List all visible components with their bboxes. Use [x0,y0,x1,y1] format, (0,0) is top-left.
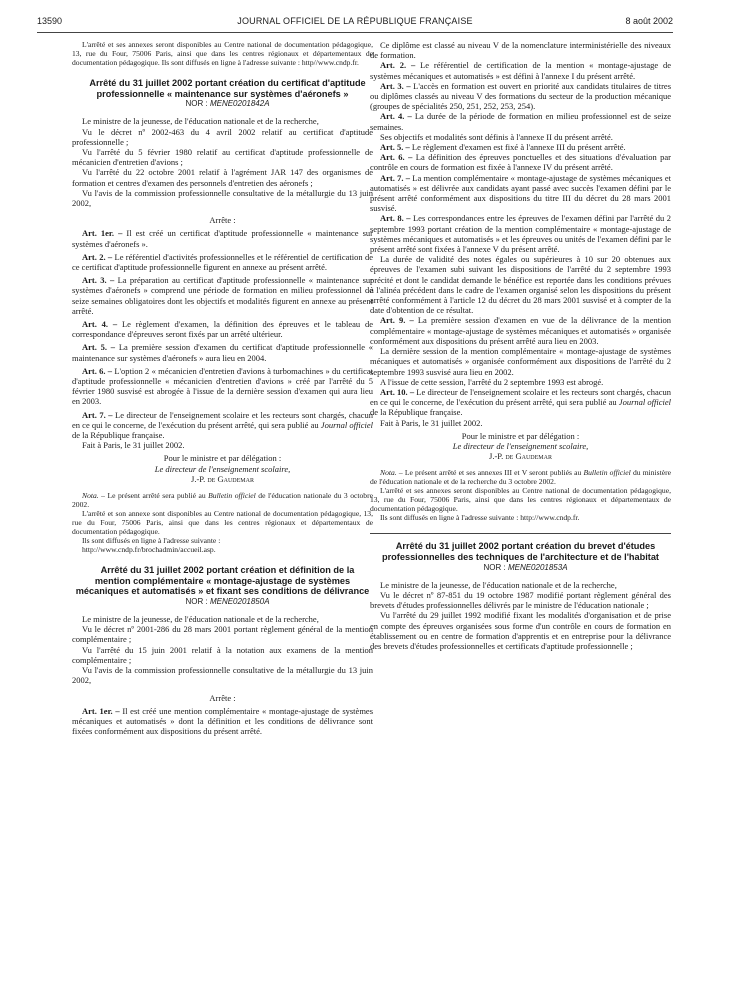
article: Art. 3. – La préparation au certificat d'aptitude professionnelle « maintenance sur systèmes d'aéronefs » comprend une période de formation en milieu professionnel de seize semaines obligatoires dont les objectifs et modalités figurent en annexe au présent arrêté. [72,275,373,316]
nor-reference: NOR : MENE0201842A [185,99,270,109]
preamble-line: Le ministre de la jeunesse, de l'éducation nationale et de la recherche, [82,116,319,127]
issue-date: 8 août 2002 [625,16,673,26]
journal-title: JOURNAL OFFICIEL DE LA RÉPUBLIQUE FRANÇAISE [237,16,473,26]
decree-bep-architecture [370,541,671,651]
article-paragraph: A l'issue de cette session, l'arrêté du 2 septembre 1993 est abrogé. [380,376,604,387]
decree-title: Arrêté du 31 juillet 2002 portant création du certificat d'aptitude professionnelle « maintenance sur systèmes d'aéronefs » [89,78,366,99]
signature-title: Le directeur de l'enseignement scolaire, [154,463,291,474]
nota: Nota. – Le présent arrêté sera publié au Bulletin officiel de l'éducation nationale du 3 octobre 2002. L'arrêté et son annexe sont disponibles au Centre national de documentation pédagogique, 13, rue du Four, 75006 Paris, ainsi que dans les centres régionaux et départementaux de documentation pédagogique. Ils sont diffusés en ligne à l'adresse suivante : http://www.cndp.fr/brochadmin/accueil.asp. [72,491,373,555]
preamble-line: Vu le décret nº 87-851 du 19 octobre 1987 modifié portant règlement général des brevets d'études professionnelles délivrés par le ministre de l'éducation nationale ; [370,589,671,611]
article: Art. 3. – L'accès en formation est ouvert en priorité aux candidats titulaires de titres ou diplômes classés au niveau V des formations du secteur de la production mécanique (groupes de spécialités 250, 251, 252, 253, 254). [370,80,672,112]
intro-paragraph: Ce diplôme est classé au niveau V de la nomenclature interministérielle des niveaux de formation. [370,40,671,61]
url-text: http://www.cndp.fr/brochadmin/accueil.asp. [82,545,216,555]
decree-title: Arrêté du 31 juillet 2002 portant création et définition de la mention complémentaire « montage-ajustage de systèmes mécaniques et automatisés » et fixant ses conditions de délivrance [75,565,370,597]
preamble-line: Vu l'arrêté du 22 octobre 2001 relatif à l'agrément JAR 147 des organismes de formation et centres d'examen des personnels d'entretien des aéronefs ; [72,167,373,188]
article-paragraph: La durée de validité des notes égales ou supérieures à 10 sur 20 obtenues aux épreuves de l'examen subi suivant les dispositions de l'arrêté du 2 septembre 1993 précité et dont le candidat demande le bénéfice est reportée dans les conditions prévues à l'alinéa précédent dans le cadre de l'examen organisé selon les dispositions du présent arrêté conformément à l'article 12 du décret du 28 mars 2001 susvisé et à compter de la date d'obtention de ce résultat. [370,254,671,316]
article: Art. 9. – La première session d'examen en vue de la délivrance de la mention complémentaire « montage-ajustage de systèmes mécaniques et automatisés » organisée conformément aux dispositions du présent arrêté aura lieu en 2003. [370,315,671,346]
article: Art. 5. – La première session d'examen du certificat d'aptitude professionnelle « maintenance sur systèmes d'aéronefs » aura lieu en 2004. [72,342,373,363]
preamble-line: Le ministre de la jeunesse, de l'éducation nationale et de la recherche, [380,579,617,590]
preamble-line: Le ministre de la jeunesse, de l'éducation nationale et de la recherche, [82,614,319,625]
article: Art. 5. – Le règlement d'examen est fixé à l'annexe III du présent arrêté. [380,142,626,153]
right-column [370,40,671,651]
signature-line: Pour le ministre et par délégation : [461,430,580,441]
preamble-line: Vu le décret nº 2002-463 du 4 avril 2002 relatif au certificat d'aptitude professionnelle ; [72,126,373,147]
arrete-heading: Arrête : [209,215,236,226]
article: Art. 2. – Le référentiel de certification de la mention « montage-ajustage de systèmes mécaniques et automatisés » est défini à l'annexe I du présent arrêté. [370,60,672,81]
intro-note: L'arrêté et ses annexes seront disponibles au Centre national de documentation pédagogique, 13, rue du Four, 75006 Paris, ainsi que dans les centres régionaux et départementaux de documentation pédagogique. Ils sont diffusés en ligne à l'adresse suivante : http//www.cndp.fr. [72,40,373,67]
article: Art. 4. – La durée de la période de formation en milieu professionnel est de seize semaines. [370,111,672,132]
page-number: 13590 [37,16,63,26]
signature-name: J.-P. de Gaudemar [489,451,552,462]
preamble-line: Vu l'arrêté du 15 juin 2001 relatif à la notation aux examens de la mention complémentaire ; [72,644,373,665]
article-paragraph: Ses objectifs et modalités sont définis à l'annexe II du présent arrêté. [380,131,613,142]
article: Art. 8. – Les correspondances entre les épreuves de l'examen défini par l'arrêté du 2 septembre 1993 portant création de la mention complémentaire « montage-ajustage de systèmes mécaniques et automatisés » et les épreuves ou unités de l'examen défini par le présent arrêté sont fixées à l'annexe V du présent arrêté. [370,213,671,255]
signature-line: Pour le ministre et par délégation : [163,453,282,464]
preamble-line: Vu l'arrêté du 5 février 1980 relatif au certificat d'aptitude professionnelle de mécanicien d'entretien d'avions ; [72,147,373,168]
preamble-line: Vu le décret nº 2001-286 du 28 mars 2001 portant règlement général de la mention complémentaire ; [72,624,373,645]
preamble-line: Vu l'avis de la commission professionnelle consultative de la métallurgie du 13 juin 2002, [72,665,373,686]
decree-mc-montage [72,565,373,736]
article: Art. 6. – L'option 2 « mécanicien d'entretien d'avions à turbomachines » du certificat d'aptitude professionnelle « mécanicien d'entretien d'avions » créé par l'arrêté du 5 février 1980 susvisé est abrogée à l'issue de la dernière session d'examen qui aura lieu en 2003. [72,365,373,407]
article: Art. 10. – Le directeur de l'enseignement scolaire et les recteurs sont chargés, chacun en ce qui le concerne, de l'exécution du présent arrêté, qui sera publié au Journal officiel de la République française. [370,386,671,418]
left-column [72,40,373,736]
nota: Nota. – Le présent arrêté et ses annexes III et V seront publiés au Bulletin officiel du ministère de l'éducation nationale et de la recherche du 3 octobre 2002. L'arrêté et ses annexes seront disponibles au Centre national de documentation pédagogique, 13, rue du Four, 75006 Paris, ainsi que dans les centres régionaux et départementaux de documentation pédagogique. Ils sont diffusés en ligne à l'adresse suivante : http://www.cndp.fr. [370,468,672,523]
article: Art. 4. – Le règlement d'examen, la définition des épreuves et le tableau de correspondance d'épreuves seront fixés par un arrêté ultérieur. [72,319,374,340]
article: Art. 2. – Le référentiel d'activités professionnelles et le référentiel de certification de ce certificat d'aptitude professionnelle figurent en annexe au présent arrêté. [72,251,374,273]
article-paragraph: La dernière session de la mention complémentaire « montage-ajustage de systèmes mécaniques et automatisés » organisée conformément aux dispositions de l'arrêté du 2 septembre 1993 susvisé aura lieu en 2002. [370,346,671,377]
preamble-line: Vu l'arrêté du 29 juillet 1992 modifié fixant les modalités d'organisation et de prise en compte des épreuves organisées sous forme d'un contrôle en cours de formation en établissement ou en centre de formation d'apprentis et en entreprise pour la délivrance des brevets d'études professionnelles et certificats d'aptitude professionnelle ; [370,610,671,651]
decree-title: Arrêté du 31 juillet 2002 portant création du brevet d'études professionnelles des techniques de l'architecture et de l'habitat [381,541,659,562]
article: Art. 7. – La mention complémentaire « montage-ajustage de systèmes mécaniques et automatisés » est délivrée aux candidats ayant passé avec succès l'examen défini par le présent arrêté conformément aux dispositions du titre III du décret du 28 mars 2001 susvisé. [370,172,671,214]
decree-cap-aeronefs [72,78,373,554]
article: Art. 1er. – Il est créé un certificat d'aptitude professionnelle « maintenance sur systèmes d'aéronefs ». [72,228,373,249]
done-at: Fait à Paris, le 31 juillet 2002. [82,440,185,451]
page-header [37,10,673,33]
done-at: Fait à Paris, le 31 juillet 2002. [380,417,483,428]
preamble-line: Vu l'avis de la commission professionnelle consultative de la métallurgie du 13 juin 2002, [72,187,373,209]
arrete-heading: Arrête : [209,692,236,703]
article: Art. 6. – La définition des épreuves ponctuelles et des situations d'évaluation par contrôle en cours de formation est fixée à l'annexe IV du présent arrêté. [370,152,672,173]
nor-reference: NOR : MENE0201850A [185,596,270,606]
signature-title: Le directeur de l'enseignement scolaire, [452,440,589,451]
nor-reference: NOR : MENE0201853A [483,562,568,572]
signature-name: J.-P. de Gaudemar [191,473,254,484]
article: Art. 1er. – Il est créé une mention complémentaire « montage-ajustage de systèmes mécaniques et automatisés » dont la définition et les conditions de délivrance sont fixées conformément aux dispositions du présent arrêté. [72,705,374,737]
article: Art. 7. – Le directeur de l'enseignement scolaire et les recteurs sont chargés, chacun en ce qui le concerne, de l'exécution du présent arrêté, qui sera publié au Journal officiel de la République française. [72,409,374,441]
